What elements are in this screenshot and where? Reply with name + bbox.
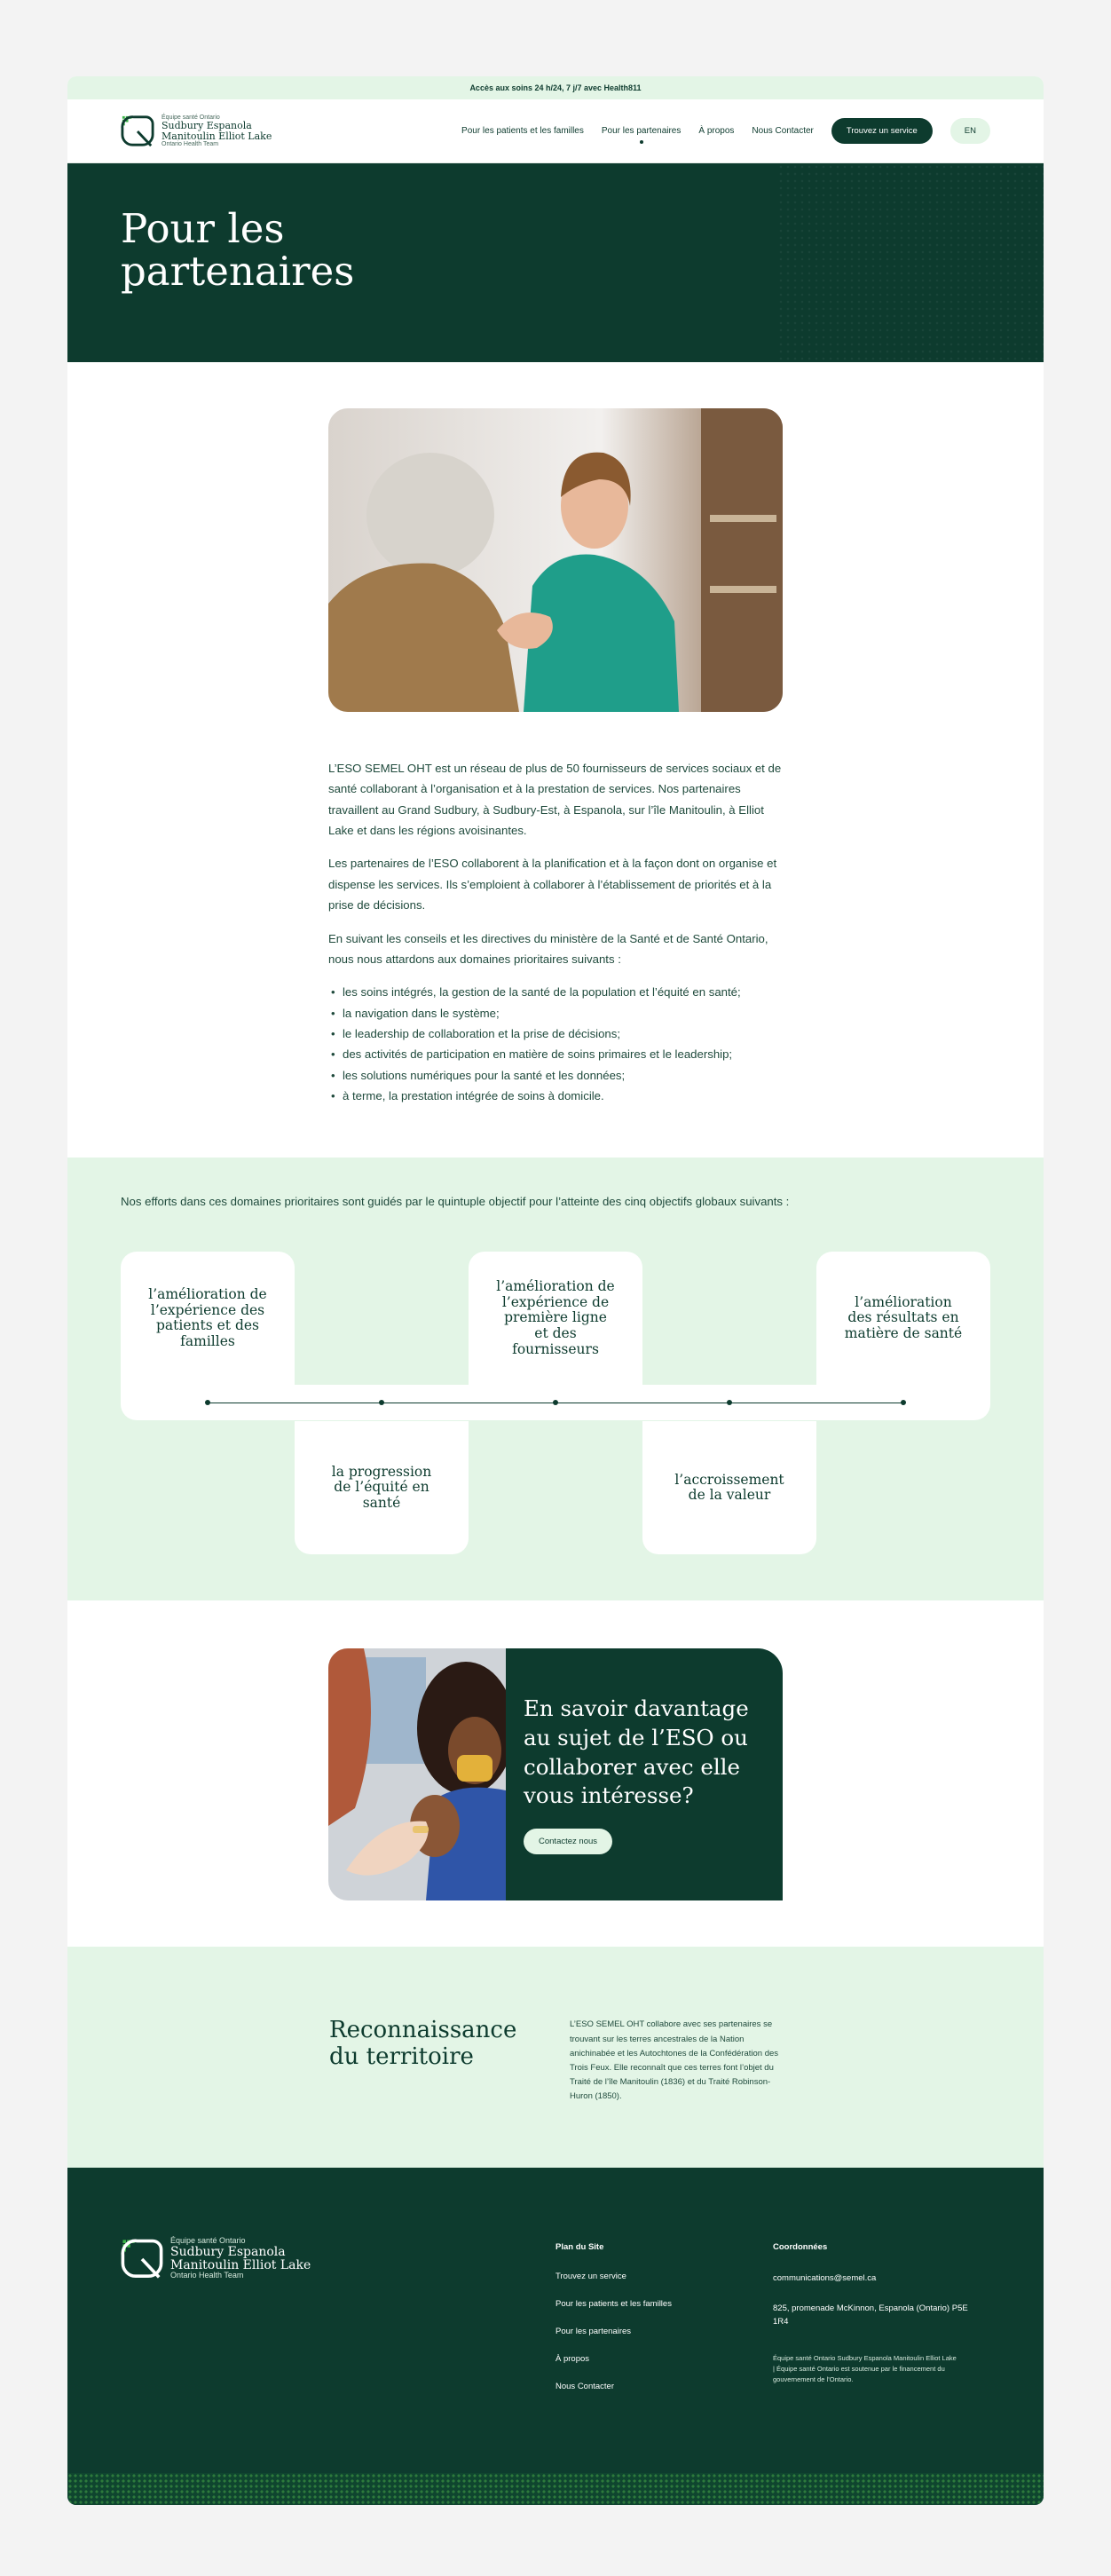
nav-partners[interactable]: Pour les partenaires bbox=[601, 126, 682, 136]
nurse-with-patient-photo bbox=[328, 408, 783, 712]
territory-title: Reconnaissance du territoire bbox=[329, 2017, 517, 2071]
cta-title: En savoir davantage au sujet de l’ESO ou collaborer avec elle vous intéresse? bbox=[524, 1695, 749, 1809]
brand-name-line-1: Sudbury Espanola bbox=[162, 119, 252, 131]
footer-link-contact[interactable]: Nous Contacter bbox=[556, 2382, 615, 2392]
footer-link-find-service[interactable]: Trouvez un service bbox=[556, 2272, 626, 2282]
objectives-diagram bbox=[121, 1252, 990, 1554]
objective-card-frontline: l’amélioration de l’expérience de première ligne et des fournisseurs bbox=[469, 1252, 642, 1385]
hero-banner bbox=[67, 163, 1044, 362]
nav-patients-families[interactable]: Pour les patients et les familles bbox=[461, 126, 584, 136]
brand-tagline: Équipe santé Ontario bbox=[162, 114, 220, 121]
contact-cta-card bbox=[328, 1648, 783, 1900]
brand-tagline: Équipe santé Ontario bbox=[170, 2236, 246, 2246]
priority-list bbox=[328, 982, 783, 1106]
territory-text: L’ESO SEMEL OHT collabore avec ses partenaires se trouvant sur les terres ancestrales de la Nation anichinabée et les Autochtones de la Confédération des Trois Feux. Elle reconnaît que ces terres font l’objet du Traité de l’île Manitoulin (1836) et du Traité Robinson-Huron (1850). bbox=[570, 2019, 779, 2102]
find-service-button[interactable]: Trouvez un service bbox=[831, 118, 933, 144]
footer-sitemap bbox=[556, 2242, 672, 2409]
page bbox=[67, 76, 1044, 2505]
footer-link-about[interactable]: À propos bbox=[556, 2354, 590, 2365]
quintuple-aim-section bbox=[67, 1158, 1044, 1600]
announcement-bar[interactable] bbox=[67, 76, 1044, 99]
site-logo[interactable] bbox=[121, 115, 272, 148]
brand-subtitle: Ontario Health Team bbox=[162, 141, 219, 148]
vaccination-photo bbox=[328, 1648, 506, 1900]
main-nav bbox=[461, 118, 990, 144]
gap-block bbox=[121, 1421, 295, 1554]
nav-about[interactable]: À propos bbox=[698, 126, 735, 136]
gap-block bbox=[816, 1421, 990, 1554]
list-item: • les soins intégrés, la gestion de la santé de la population et l’équité en santé; bbox=[328, 982, 783, 1002]
objective-card-outcomes: l’amélioration des résultats en matière de santé bbox=[816, 1252, 990, 1385]
contact-address: 825, promenade McKinnon, Espanola (Ontario) P5E 1R4 bbox=[773, 2303, 968, 2327]
announcement-text[interactable]: Accès aux soins 24 h/24, 7 j/7 avec Health811 bbox=[469, 83, 642, 92]
gap-block bbox=[642, 1252, 816, 1385]
land-acknowledgement-section bbox=[67, 1947, 1044, 2168]
contact-email-link[interactable]: communications@semel.ca bbox=[773, 2273, 877, 2284]
list-item: • le leadership de collaboration et la prise de décisions; bbox=[328, 1023, 783, 1044]
leaf-logo-icon bbox=[121, 115, 154, 148]
contact-us-button[interactable]: Contactez nous bbox=[524, 1829, 612, 1854]
funding-note: Équipe santé Ontario Sudbury Espanola Manitoulin Elliot Lake | Équipe santé Ontario est soutenue par le financement du gouvernement de l’Ontario. bbox=[773, 2353, 957, 2383]
intro-paragraph-2: Les partenaires de l’ESO collaborent à la planification et à la façon dont on organise et dispense les services. Ils s’emploient à collaborer à l’établissement de priorités et à la prise de décisions. bbox=[328, 857, 777, 913]
footer-link-patients[interactable]: Pour les patients et les familles bbox=[556, 2299, 672, 2310]
list-item: • à terme, la prestation intégrée de soins à domicile. bbox=[328, 1086, 783, 1106]
leaf-logo-icon bbox=[121, 2238, 163, 2280]
list-item: • des activités de participation en matière de soins primaires et le leadership; bbox=[328, 1044, 783, 1064]
contact-title: Coordonnées bbox=[773, 2242, 828, 2253]
intro-section bbox=[67, 362, 1044, 1158]
intro-paragraph-1: L’ESO SEMEL OHT est un réseau de plus de 50 fournisseurs de services sociaux et de santé collaborant à l’organisation et à la prestation de services. Nos partenaires travaillent au Grand Sudbury, à Sudbury-Est, à Espanola, sur l’île Manitoulin, à Elliot Lake et dans les régions avoisinantes. bbox=[328, 762, 782, 838]
objective-card-equity: la progression de l’équité en santé bbox=[295, 1421, 469, 1554]
brand-name-line-2: Manitoulin Elliot Lake bbox=[170, 2257, 311, 2272]
site-header bbox=[67, 99, 1044, 163]
cta-content bbox=[506, 1648, 783, 1900]
objectives-intro: Nos efforts dans ces domaines prioritaires sont guidés par le quintuple objectif pour l’atteinte des cinq objectifs globaux suivants : bbox=[121, 1195, 790, 1209]
footer-link-partners[interactable]: Pour les partenaires bbox=[556, 2327, 632, 2337]
brand-name-line-2: Manitoulin Elliot Lake bbox=[162, 130, 272, 142]
brand-subtitle: Ontario Health Team bbox=[170, 2271, 244, 2280]
language-toggle-button[interactable]: EN bbox=[950, 118, 990, 144]
contact-cta-section bbox=[67, 1600, 1044, 1947]
sitemap-title: Plan du Site bbox=[556, 2242, 604, 2253]
brand-name-line-1: Sudbury Espanola bbox=[170, 2244, 286, 2259]
list-item: • la navigation dans le système; bbox=[328, 1003, 783, 1023]
hero-dot-pattern bbox=[777, 163, 1044, 362]
gap-block bbox=[469, 1421, 642, 1554]
site-footer bbox=[67, 2168, 1044, 2505]
objective-card-value: l’accroissement de la valeur bbox=[642, 1421, 816, 1554]
footer-dot-pattern bbox=[67, 2473, 1044, 2505]
nav-contact[interactable]: Nous Contacter bbox=[752, 126, 814, 136]
objective-card-patients: l’amélioration de l’expérience des patients et des familles bbox=[121, 1252, 295, 1385]
list-item: • les solutions numériques pour la santé et les données; bbox=[328, 1065, 783, 1086]
footer-contact bbox=[773, 2242, 968, 2385]
intro-paragraph-3: En suivant les conseils et les directives du ministère de la Santé et de Santé Ontario, nous nous attardons aux domaines prioritaires suivants : bbox=[328, 931, 768, 966]
page-title: Pour les partenaires bbox=[121, 205, 355, 296]
intro-text bbox=[328, 758, 783, 1106]
gap-block bbox=[295, 1252, 469, 1385]
